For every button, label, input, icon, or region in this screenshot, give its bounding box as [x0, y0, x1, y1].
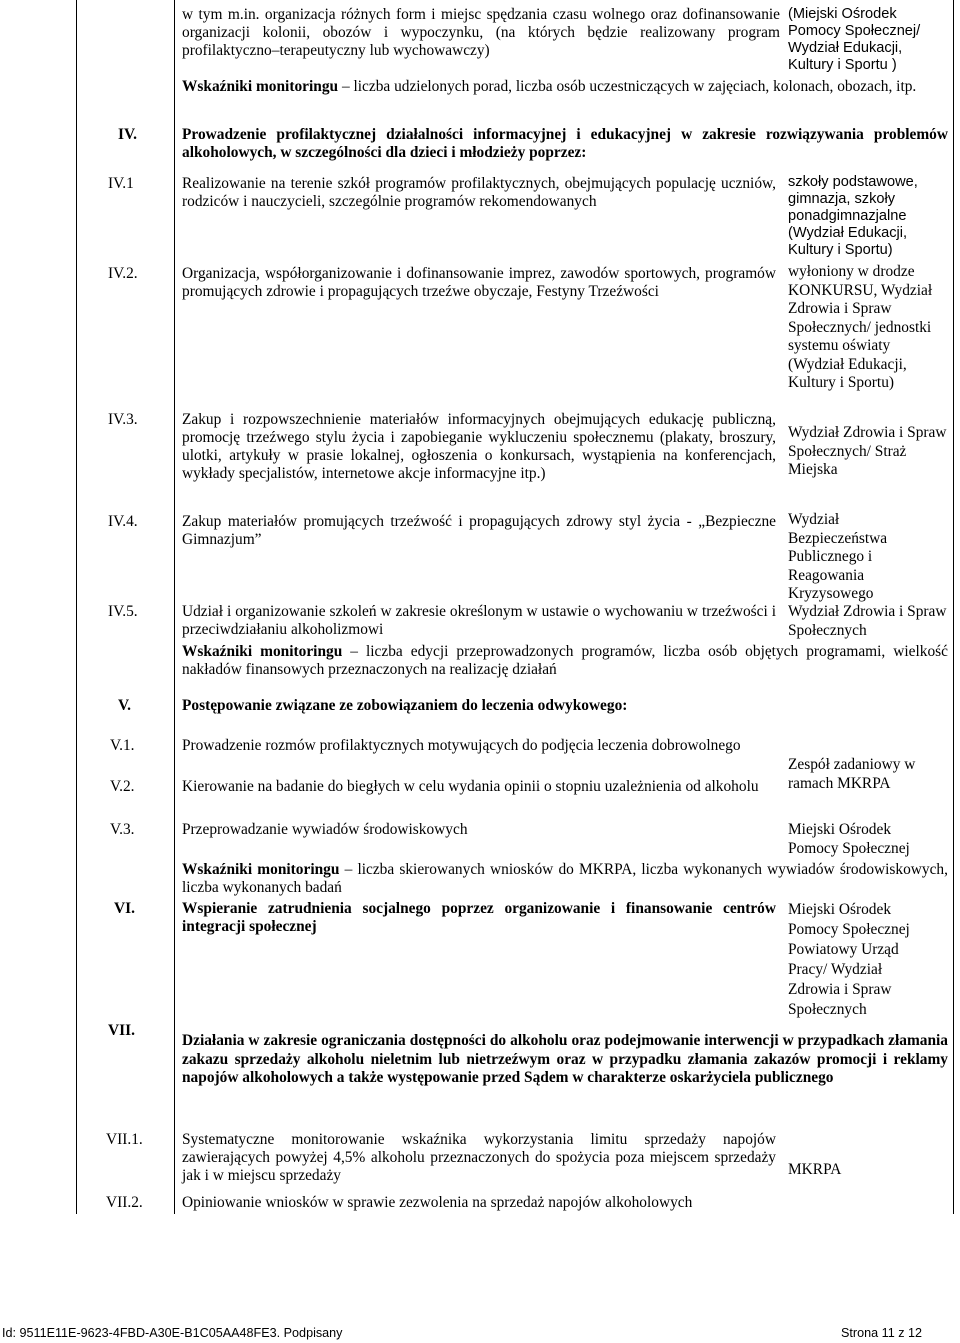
item-7-2-number: VII.2.: [106, 1194, 143, 1211]
item-4-5-responsible: Wydział Zdrowia i Spraw Społecznych: [788, 603, 947, 639]
item-5-3-text: Przeprowadzanie wywiadów środowiskowych: [182, 821, 468, 838]
item-7-1-number: VII.1.: [106, 1131, 143, 1148]
table-right-border: [953, 0, 954, 1214]
section-7-number: VII.: [108, 1022, 135, 1039]
section-5-responsible-team: Zespół zadaniowy w ramach MKRPA: [788, 756, 916, 792]
indicator-text: – liczba udzielonych porad, liczba osób uczestniczących w zajęciach, kolonach, obozach, itp.: [338, 78, 917, 95]
section-4-title: Prowadzenie profilaktycznej działalności informacyjnej i edukacyjnej w zakresie rozwiązywania problemów alkoholowych, w szczególności dla dzieci i młodzieży poprzez:: [182, 126, 948, 161]
top-responsible: (Miejski Ośrodek Pomocy Społecznej/ Wydział Edukacji, Kultury i Sportu ): [788, 6, 921, 73]
section-5-responsible-mops: Miejski Ośrodek Pomocy Społecznej: [788, 821, 910, 857]
item-4-3-responsible: Wydział Zdrowia i Spraw Społecznych/ Straż Miejska: [788, 424, 947, 478]
footer-id: Id: 9511E11E-9623-4FBD-A30E-B1C05AA48FE3. Podpisany: [2, 1326, 343, 1340]
section-6-number: VI.: [114, 900, 135, 917]
item-4-3-number: IV.3.: [108, 411, 138, 428]
item-4-2-number: IV.2.: [108, 265, 138, 282]
table-column-divider: [174, 0, 175, 1214]
item-4-1-responsible: szkoły podstawowe, gimnazja, szkoły ponadgimnazjalne (Wydział Edukacji, Kultury i Sportu): [788, 174, 918, 258]
item-5-3-number: V.3.: [110, 821, 135, 838]
item-4-2-responsible: wyłoniony w drodze KONKURSU, Wydział Zdrowia i Spraw Społecznych/ jednostki systemu oświaty (Wydział Edukacji, Kultury i Sportu): [788, 263, 933, 391]
section-6-title: Wspieranie zatrudnienia socjalnego poprzez organizowanie i finansowanie centrów integracji społecznej: [182, 900, 776, 935]
item-4-5-number: IV.5.: [108, 603, 138, 620]
item-5-2-number: V.2.: [110, 778, 135, 795]
item-5-1-number: V.1.: [110, 737, 135, 754]
footer-page-number: Strona 11 z 12: [841, 1326, 922, 1340]
table-left-border: [76, 0, 77, 1214]
item-5-2-text: Kierowanie na badanie do biegłych w celu wydania opinii o stopniu uzależnienia od alkoholu: [182, 778, 759, 795]
item-4-5-text: Udział i organizowanie szkoleń w zakresie określonym w ustawie o wychowaniu w trzeźwości i przeciwdziałaniu alkoholizmowi: [182, 603, 776, 638]
indicator-label: Wskaźniki monitoringu: [182, 861, 340, 878]
section-6-responsible: Miejski Ośrodek Pomocy Społecznej Powiatowy Urząd Pracy/ Wydział Zdrowia i Spraw Społecznych: [788, 901, 910, 1018]
item-4-2-text: Organizacja, współorganizowanie i dofinansowanie imprez, zawodów sportowych, programów promujących zdrowie i propagujących trzeźwe obyczaje, Festyny Trzeźwości: [182, 265, 776, 300]
top-indicator: [182, 78, 948, 96]
top-task-text: w tym m.in. organizacja różnych form i miejsc spędzania czasu wolnego oraz dofinansowanie organizacji kolonii, obozów i wypoczynku, (na których będzie realizowany program profilaktyczno–terapeutyczny lub wychowawczy): [182, 6, 780, 59]
item-4-4-responsible: Wydział Bezpieczeństwa Publicznego i Reagowania Kryzysowego: [788, 511, 888, 602]
item-4-1-number: IV.1: [108, 175, 134, 192]
indicator-text: – liczba skierowanych wniosków do MKRPA, liczba wykonanych wywiadów środowiskowych, liczba wykonanych badań: [182, 861, 948, 896]
section-5-indicator: [182, 861, 948, 897]
indicator-text: – liczba edycji przeprowadzonych programów, liczba osób objętych programami, wielkość nakładów finansowych przeznaczonych na realizację działań: [182, 643, 948, 678]
section-5-title: Postępowanie związane ze zobowiązaniem do leczenia odwykowego:: [182, 697, 628, 714]
item-4-3-text: Zakup i rozpowszechnienie materiałów informacyjnych obejmujących edukację publiczną, promocję trzeźwego stylu życia i zapobieganie wykluczeniu społecznemu (plakaty, broszury, ulotki, artykuły w prasie lokalnej, ogłoszenia o konkursach, wystąpienia na konferencjach, wykłady specjalistów, internetowe akcje informacyjne itp.): [182, 411, 776, 482]
section-4-number: IV.: [118, 126, 137, 143]
section-5-number: V.: [118, 697, 131, 714]
indicator-label: Wskaźniki monitoringu: [182, 643, 343, 660]
section-7-responsible: MKRPA: [788, 1161, 842, 1178]
indicator-label: Wskaźniki monitoringu: [182, 78, 339, 95]
item-5-1-text: Prowadzenie rozmów profilaktycznych motywujących do podjęcia leczenia dobrowolnego: [182, 737, 741, 754]
item-4-1-text: Realizowanie na terenie szkół programów profilaktycznych, obejmujących populację uczniów, rodziców i nauczycieli, szczególnie programów rekomendowanych: [182, 175, 776, 210]
section-4-indicator: [182, 643, 948, 679]
item-4-4-text: Zakup materiałów promujących trzeźwość i propagujących zdrowy styl życia - „Bezpieczne Gimnazjum”: [182, 513, 776, 548]
item-7-1-text: Systematyczne monitorowanie wskaźnika wykorzystania limitu sprzedaży napojów zawierających powyżej 4,5% alkoholu przeznaczonych do spożycia poza miejscem sprzedaży jak i w miejscu sprzedaży: [182, 1131, 776, 1184]
item-4-4-number: IV.4.: [108, 513, 138, 530]
section-7-title: Działania w zakresie ograniczania dostępności do alkoholu oraz podejmowanie interwencji w przypadkach złamania zakazu sprzedaży alkoholu nieletnim lub nietrzeźwym oraz w przypadku złamania zakazów promocji i reklamy napojów alkoholowych a także występowanie przed Sądem w charakterze oskarżyciela publicznego: [182, 1032, 948, 1086]
item-7-2-text: Opiniowanie wniosków w sprawie zezwolenia na sprzedaż napojów alkoholowych: [182, 1194, 693, 1211]
